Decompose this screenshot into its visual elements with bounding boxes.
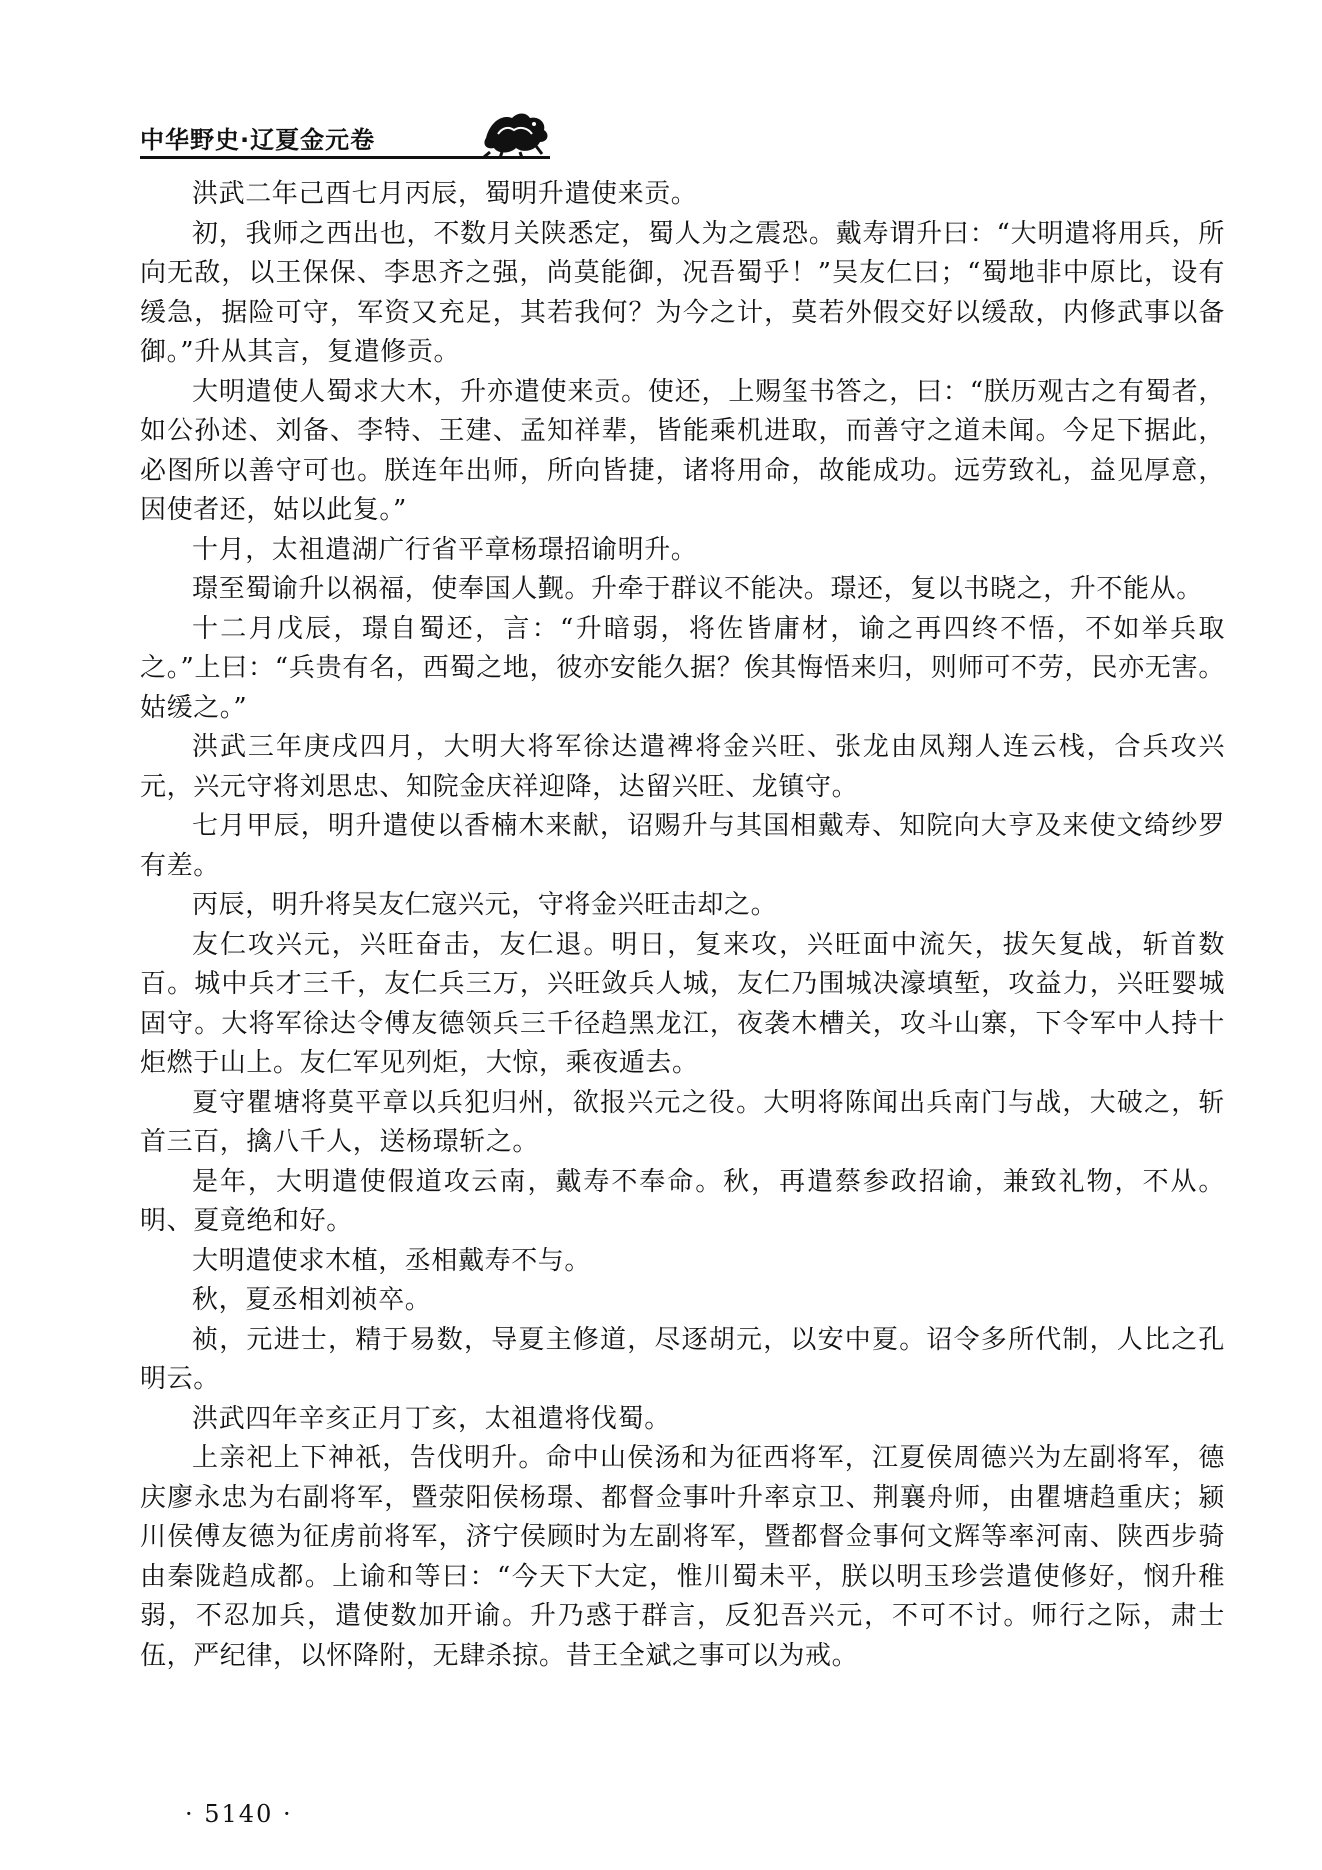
paragraph: 洪武四年辛亥正月丁亥，太祖遣将伐蜀。: [192, 1403, 671, 1434]
paragraph: 洪武二年己酉七月丙辰，蜀明升遣使来贡。: [192, 179, 698, 209]
paragraph: 大明遣使求木植，丞相戴寿不与。: [192, 1245, 592, 1276]
paragraph: 夏守瞿塘将莫平章以兵犯归州，欲报兴元之役。大明将陈闻出兵南门与战，大破之，斩首三百，擒八千人，送杨璟斩之。: [140, 1087, 1225, 1157]
paragraph: 上亲祀上下神祇，告伐明升。命中山侯汤和为征西将军，江夏侯周德兴为左副将军，德庆廖永忠为右副将军，暨荥阳侯杨璟、都督佥事叶升率京卫、荆襄舟师，由瞿塘趋重庆；颍川侯傅友德为征虏前将军，济宁侯顾时为左副将军，暨都督佥事何文辉等率河南、陕西步骑由秦陇趋成都。上谕和等曰：“今天下大定，惟川蜀未平，朕以明玉珍尝遣使修好，悯升稚弱，不忍加兵，遣使数加开谕。升乃惑于群言，反犯吾兴元，不可不讨。师行之际，肃士伍，严纪律，以怀降附，无肆杀掠。昔王全斌之事可以为戒。: [140, 1443, 1225, 1671]
paragraph: 祯，元进士，精于易数，导夏主修道，尽逐胡元，以安中夏。诏令多所代制，人比之孔明云。: [140, 1324, 1225, 1394]
book-title: 中华野史·辽夏金元卷: [140, 126, 376, 154]
page-number: · 5140 ·: [185, 1800, 293, 1828]
paragraph: 十月，太祖遣湖广行省平章杨璟招谕明升。: [192, 534, 698, 565]
paragraph: 秋，夏丞相刘祯卒。: [192, 1285, 432, 1315]
paragraph: 友仁攻兴元，兴旺奋击，友仁退。明日，复来攻，兴旺面中流矢，拔矢复战，斩首数百。城中兵才三千，友仁兵三万，兴旺敛兵人城，友仁乃围城决濠填堑，攻益力，兴旺婴城固守。大将军徐达令傅友德领兵三千径趋黑龙江，夜袭木槽关，攻斗山寨，下令军中人持十炬燃于山上。友仁军见列炬，大惊，乘夜遁去。: [140, 929, 1225, 1078]
paragraph: 十二月戊辰，璟自蜀还，言：“升暗弱，将佐皆庸材，谕之再四终不悟，不如举兵取之。”上曰：“兵贵有名，西蜀之地，彼亦安能久据？俟其悔悟来归，则师可不劳，民亦无害。姑缓之。”: [140, 613, 1225, 723]
running-header: [140, 108, 550, 162]
paragraph: 大明遣使人蜀求大木，升亦遣使来贡。使还，上赐玺书答之，曰：“朕历观古之有蜀者，如公孙述、刘备、李特、王建、孟知祥辈，皆能乘机进取，而善守之道未闻。今足下据此，必图所以善守可也。朕连年出师，所向皆捷，诸将用命，故能成功。远劳致礼，益见厚意，因使者还，姑以此复。”: [140, 376, 1225, 525]
paragraph: 洪武三年庚戌四月，大明大将军徐达遣裨将金兴旺、张龙由凤翔人连云栈，合兵攻兴元，兴元守将刘思忠、知院金庆祥迎降，达留兴旺、龙镇守。: [140, 732, 1225, 802]
paragraph: 七月甲辰，明升遣使以香楠木来献，诏赐升与其国相戴寿、知院向大亨及来使文绮纱罗有差。: [140, 811, 1225, 881]
paragraph: 初，我师之西出也，不数月关陕悉定，蜀人为之震恐。戴寿谓升曰：“大明遣将用兵，所向无敌，以王保保、李思齐之强，尚莫能御，况吾蜀乎！”吴友仁曰；“蜀地非中原比，设有缓急，据险可守，军资又充足，其若我何？为今之计，莫若外假交好以缓敌，内修武事以备御。”升从其言，复遣修贡。: [140, 218, 1225, 367]
paragraph: 丙辰，明升将吴友仁寇兴元，守将金兴旺击却之。: [192, 890, 778, 920]
paragraph: 是年，大明遣使假道攻云南，戴寿不奉命。秋，再遣蔡参政招谕，兼致礼物，不从。明、夏竟绝和好。: [140, 1166, 1225, 1236]
header-rule: [140, 156, 550, 159]
paragraph: 璟至蜀谕升以祸福，使奉国人觐。升牵于群议不能决。璟还，复以书晓之，升不能从。: [192, 574, 1203, 604]
main-text: [140, 175, 1225, 1676]
dragon-emblem-icon: [480, 108, 552, 158]
